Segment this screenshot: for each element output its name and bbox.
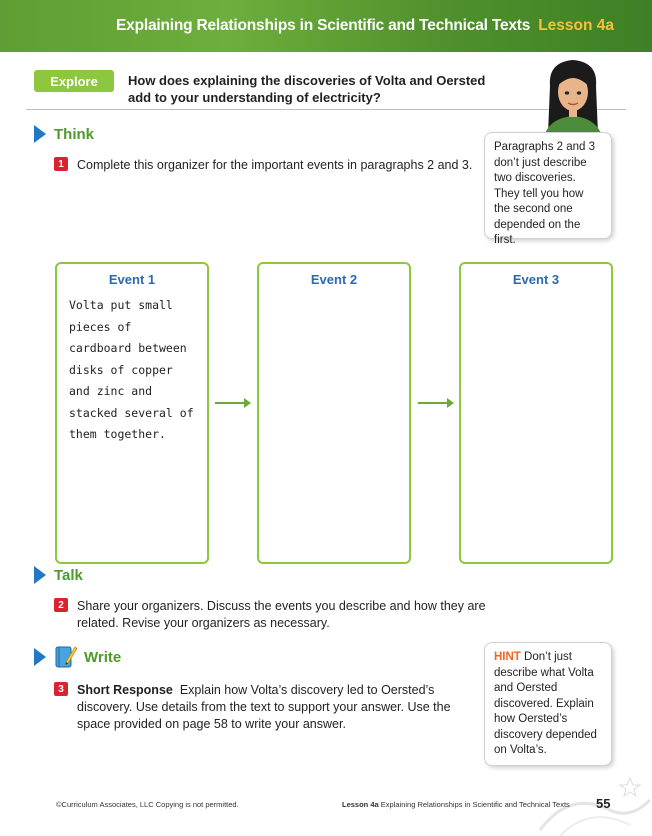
write-marker-icon: [34, 648, 46, 666]
talk-instruction: Share your organizers. Discuss the events you describe and how they are related. Revise your organizers as necessary.: [77, 599, 486, 630]
talk-heading: [34, 566, 83, 584]
header-title: Explaining Relationships in Scientific and Technical Texts: [116, 17, 531, 34]
page-number: 55: [596, 796, 611, 811]
event-box-2[interactable]: [257, 262, 411, 564]
think-marker-icon: [34, 125, 46, 143]
explore-tab: Explore: [34, 70, 114, 92]
event-title-2: Event 2: [310, 272, 358, 287]
event-box-3[interactable]: [459, 262, 613, 564]
explore-question: How does explaining the discoveries of Volta and Oersted add to your understanding of electricity?: [128, 73, 486, 105]
hint-callout: [484, 642, 612, 766]
footer-lesson-line: [342, 800, 570, 809]
write-question: [54, 682, 454, 733]
think-label: Think: [54, 125, 94, 143]
footer-lesson-title: Explaining Relationships in Scientific and Technical Texts: [380, 800, 570, 809]
question-number-3: 3: [54, 682, 68, 696]
hint-label: HINT: [494, 651, 521, 663]
event-title-1: Event 1: [108, 272, 156, 287]
header-banner: [0, 0, 652, 52]
write-heading: [34, 644, 121, 670]
footer-copyright: ©Curriculum Associates, LLC Copying is not permitted.: [56, 800, 239, 809]
footer-lesson: Lesson 4a: [342, 800, 379, 809]
event-text-1: Volta put small pieces of cardboard between disks of copper and zinc and stacked several of them together.: [69, 298, 194, 441]
event-text-3: [461, 287, 611, 295]
think-heading: [34, 125, 94, 143]
event-text-2: [259, 287, 409, 295]
explore-section: [26, 70, 626, 110]
question-number-1: 1: [54, 157, 68, 171]
event-box-1[interactable]: [55, 262, 209, 564]
student-illustration: [540, 56, 606, 136]
hint-text: Don’t just describe what Volta and Oersted discovered. Explain how Oersted’s discovery depended on Volta’s.: [494, 651, 597, 756]
write-label: Write: [84, 648, 122, 666]
arrow-right-icon: [418, 402, 452, 404]
notebook-pencil-icon: [54, 644, 78, 670]
talk-label: Talk: [54, 566, 83, 584]
event-title-3: Event 3: [512, 272, 560, 287]
talk-question: [54, 598, 494, 632]
write-instruction: Explain how Volta’s discovery led to Oersted’s discovery. Use details from the text to support your answer. Use the space provided on page 58 to write your answer.: [77, 683, 451, 731]
think-callout: [484, 132, 612, 246]
short-response-label: Short Response: [77, 683, 173, 697]
question-number-2: 2: [54, 598, 68, 612]
think-question: [54, 157, 474, 174]
talk-marker-icon: [34, 566, 46, 584]
arrow-right-icon: [215, 402, 249, 404]
header-lesson: Lesson 4a: [538, 17, 614, 34]
think-callout-text: Paragraphs 2 and 3 don’t just describe two discoveries. They tell you how the second one depended on the first.: [494, 141, 596, 246]
think-instruction: Complete this organizer for the important events in paragraphs 2 and 3.: [77, 158, 473, 172]
